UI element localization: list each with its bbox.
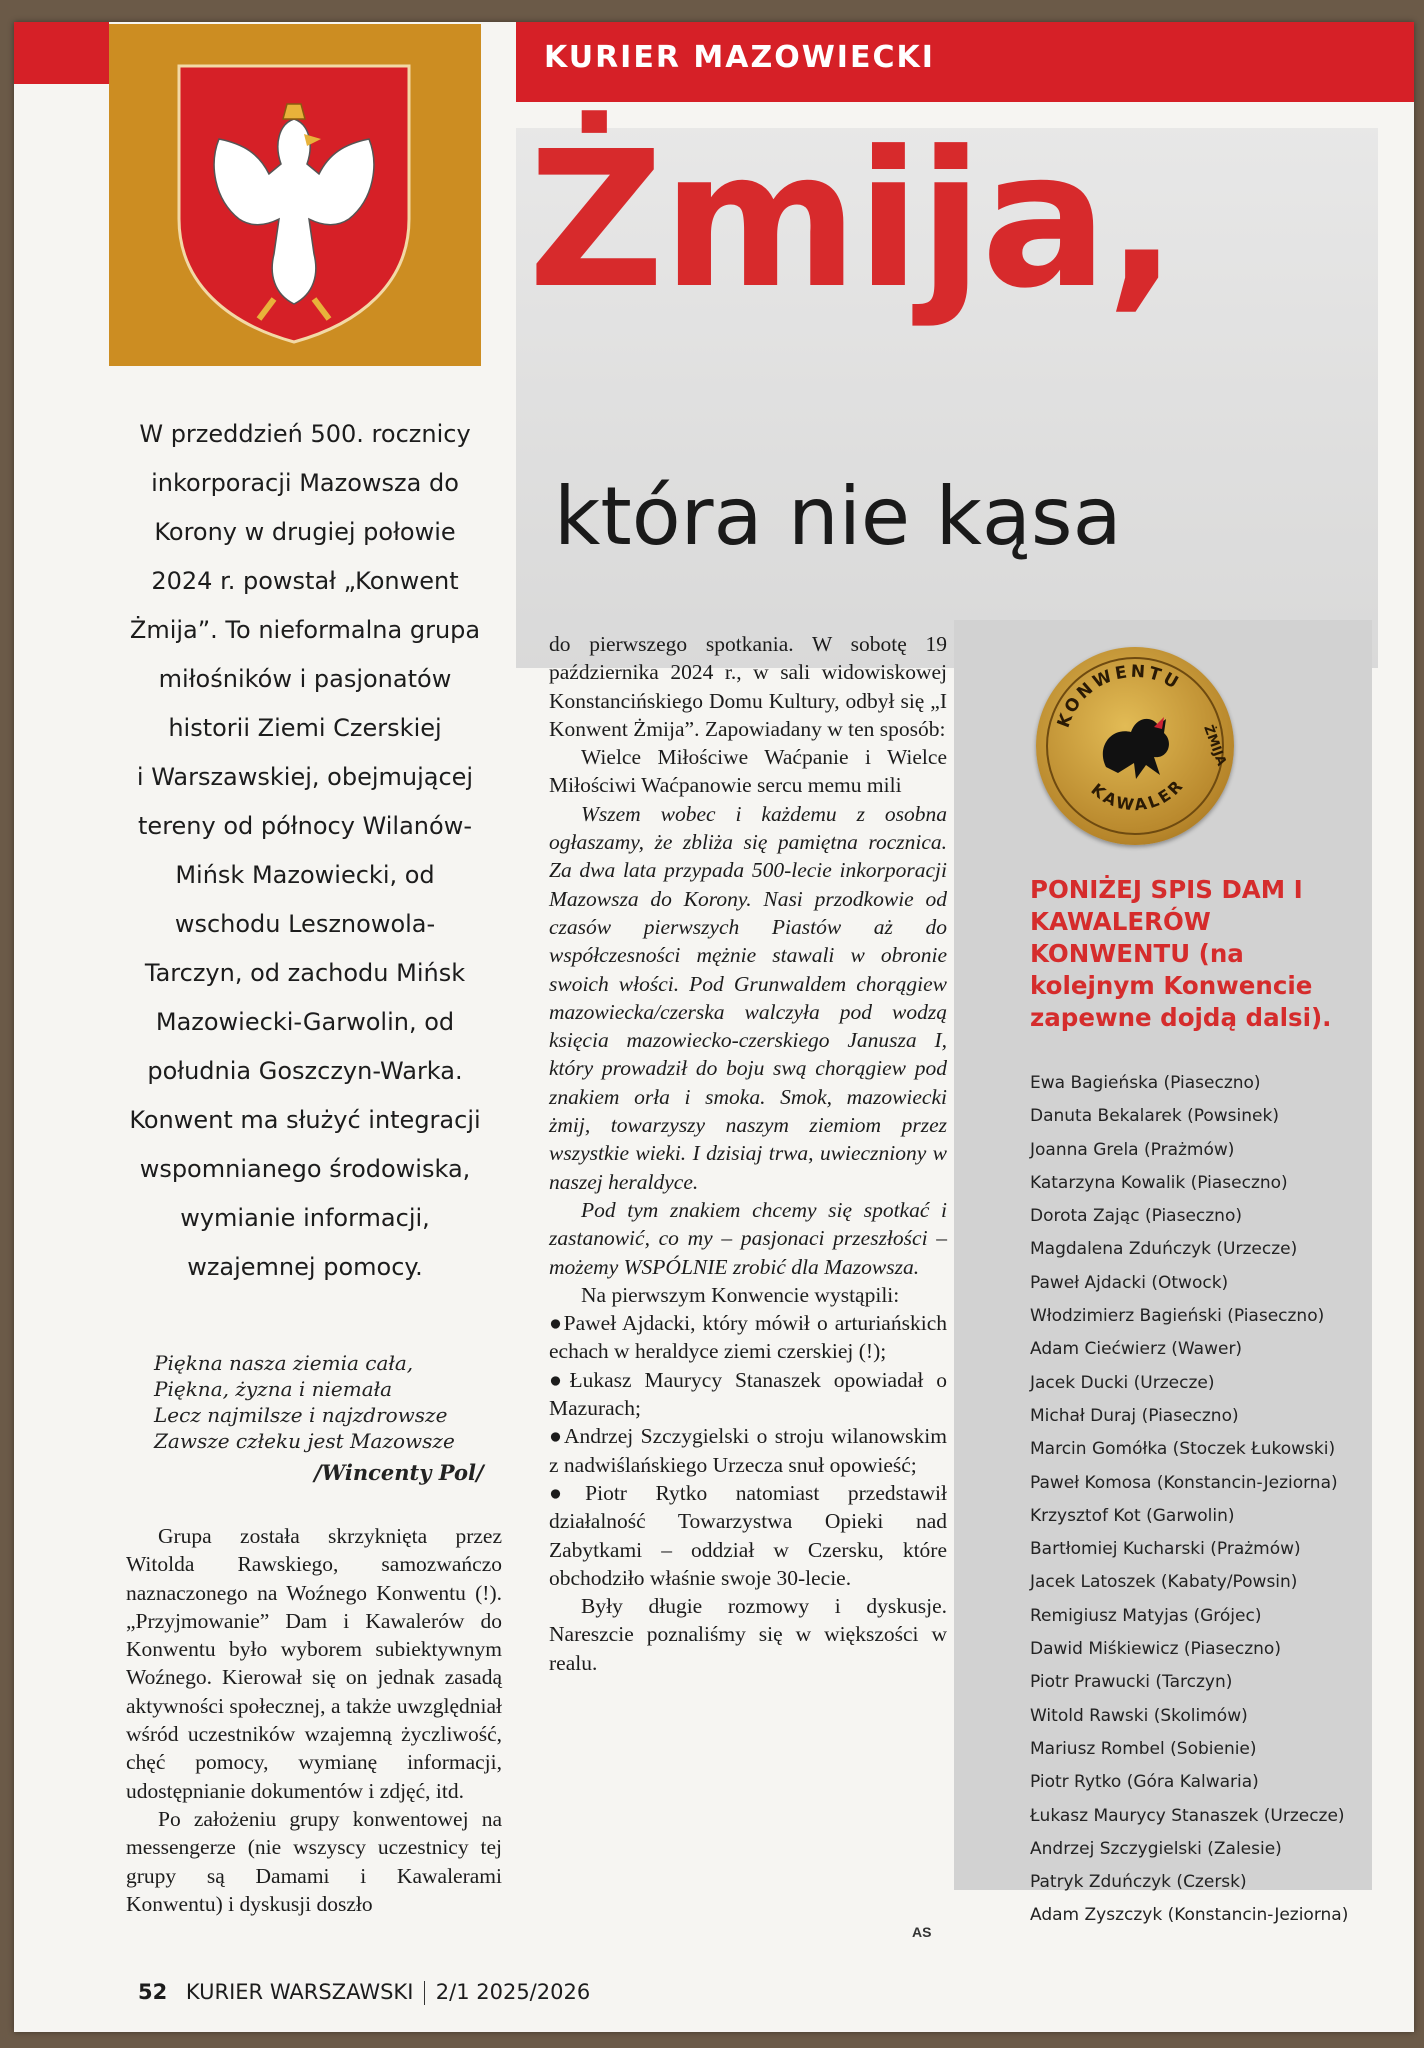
poem-author: /Wincenty Pol/	[314, 1460, 484, 1485]
dragon-medal-icon	[1036, 647, 1234, 845]
speaker-item: ● Paweł Ajdacki, który mówił o arturiańskich echach w heraldyce ziemi czerskiej (!);	[549, 1309, 947, 1366]
medal-bottom-text: KAWALER	[1087, 774, 1189, 815]
list-item: Paweł Ajdacki (Otwock)	[1030, 1272, 1229, 1293]
list-item: Remigiusz Matyjas (Grójec)	[1030, 1605, 1262, 1626]
footer-issue: 2/1 2025/2026	[435, 1980, 591, 2004]
paragraph: Grupa została skrzyknięta przez Witolda Rawskiego, samozwańczo naznaczonego na Woźnego Konwentu (!). „Przyjmowanie” Dam i Kawalerów do Konwentu było wyborem subiektywnym Woźnego. Kierował się on jednak zasadą aktywności społecznej, a także uwzględniał wśród uczestników wzajemną życzliwość, chęć pomocy, wymianę informacji, udostępnianie dokumentów i zdjęć, itd.	[126, 1524, 502, 1803]
speaker-item: ● Łukasz Maurycy Stanaszek opowiadał o Mazurach;	[549, 1366, 947, 1423]
list-item: Piotr Rytko (Góra Kalwaria)	[1030, 1772, 1259, 1793]
list-item: Danuta Bekalarek (Powsinek)	[1030, 1106, 1279, 1127]
body-column-2	[549, 630, 947, 1677]
list-item: Włodzimierz Bagieński (Piaseczno)	[1030, 1306, 1325, 1327]
sidebar-heading: PONIŻEJ SPIS DAM I KAWALERÓW KONWENTU (na kolejnym Konwencie zapewne dojdą dalsi).	[1030, 875, 1332, 1032]
eagle-crest-icon	[109, 24, 481, 366]
invitation-closing: Pod tym znakiem chcemy się spotkać i zastanowić, co my – pasjonaci przeszłości – możemy WSPÓLNIE zrobić dla Mazowsza.	[549, 1197, 947, 1279]
author-signature: AS	[912, 1924, 932, 1940]
body-column-1	[126, 1522, 502, 1918]
medal-right-text: ŻMIJA	[1200, 723, 1229, 768]
list-item: Patryk Zduńczyk (Czersk)	[1030, 1872, 1247, 1893]
article-title: Żmija,	[528, 111, 1176, 330]
invitation-text: Wszem wobec i każdemu z osobna ogłaszamy, że zbliża się pamiętna rocznica. Za dwa lata przypada 500-lecie inkorporacji Mazowsza do Korony. Nasi przodkowie od czasów pierwszych Piastów aż do współczesności mężnie stawali w obronie swoich włości. Pod Grunwaldem chorągiew mazowiecka/czerska walczyła pod wodzą księcia mazowiecko-czerskiego Janusza I, który prowadził do boju swą chorągiew pod znakiem orła i smoka. Smok, mazowiecki żmij, towarzyszy naszym ziemiom przez wszystkie wieki. I dzisiaj trwa, uwieczniony w naszej heraldyce.	[549, 801, 947, 1194]
magazine-header-title: KURIER MAZOWIECKI	[544, 40, 935, 75]
list-item: Adam Ciećwierz (Wawer)	[1030, 1339, 1243, 1360]
footer-divider	[424, 1981, 425, 2005]
speaker-item: ● Piotr Rytko natomiast przedstawił działalność Towarzystwa Opieki nad Zabytkami – oddział w Czersku, które obchodziło właśnie swoje 30-lecie.	[549, 1479, 947, 1592]
list-item: Witold Rawski (Skolimów)	[1030, 1705, 1248, 1726]
page-number: 52	[138, 1980, 168, 2004]
list-item: Łukasz Maurycy Stanaszek (Urzecze)	[1030, 1805, 1345, 1826]
medal-top-text: KONWENTU	[1053, 661, 1185, 731]
list-item: Krzysztof Kot (Garwolin)	[1030, 1505, 1235, 1526]
paragraph: Po założeniu grupy konwentowej na messengerze (nie wszyscy uczestnicy tej grupy są Damami i Kawalerami Konwentu) i dyskusji doszło	[126, 1806, 502, 1916]
list-item: Andrzej Szczygielski (Zalesie)	[1030, 1838, 1282, 1859]
list-item: Joanna Grela (Prażmów)	[1030, 1139, 1235, 1160]
list-item: Jacek Ducki (Urzecze)	[1030, 1372, 1215, 1393]
speaker-item: ● Andrzej Szczygielski o stroju wilanowskim z nadwiślańskiego Urzecza snuł opowieść;	[549, 1422, 947, 1479]
svg-text:KAWALER	[1087, 775, 1188, 815]
poem-quote: Piękna nasza ziemia cała, Piękna, żyzna i niemała Lecz najmilsze i najzdrowsze Zawsze człeku jest Mazowsze	[154, 1351, 455, 1453]
list-item: Mariusz Rombel (Sobienie)	[1030, 1738, 1257, 1759]
list-item: Dawid Miśkiewicz (Piaseczno)	[1030, 1639, 1281, 1660]
list-item: Dorota Zając (Piaseczno)	[1030, 1206, 1242, 1227]
list-item: Piotr Prawucki (Tarczyn)	[1030, 1672, 1233, 1693]
article-lead: W przeddzień 500. rocznicy inkorporacji Mazowsza do Korony w drugiej połowie 2024 r. powstał „Konwent Żmija”. To nieformalna grupa miłośników i pasjonatów historii Ziemi Czerskiej i Warszawskiej, obejmującej tereny od północy Wilanów- Mińsk Mazowiecki, od wschodu Lesznowola- Tarczyn, od zachodu Mińsk Mazowiecki-Garwolin, od południa Goszczyn-Warka. Konwent ma służyć integracji wspomnianego środowiska, wymianie informacji, wzajemnej pomocy.	[129, 420, 481, 1281]
list-item: Bartłomiej Kucharski (Prażmów)	[1030, 1539, 1301, 1560]
article-subtitle: która nie kąsa	[554, 470, 1122, 563]
members-list	[1030, 1067, 1370, 1933]
list-item: Magdalena Zduńczyk (Urzecze)	[1030, 1239, 1298, 1260]
paragraph: do pierwszego spotkania. W sobotę 19 października 2024 r., w sali widowiskowej Konstancińskiego Domu Kultury, odbył się „I Konwent Żmija”. Zapowiadany w ten sposób:	[549, 632, 947, 741]
list-item: Michał Duraj (Piaseczno)	[1030, 1405, 1239, 1426]
page-footer	[138, 1980, 590, 2005]
list-item: Adam Zyszczyk (Konstancin-Jeziorna)	[1030, 1905, 1349, 1926]
magazine-page	[14, 22, 1414, 2032]
list-item: Katarzyna Kowalik (Piaseczno)	[1030, 1172, 1288, 1193]
list-item: Paweł Komosa (Konstancin-Jeziorna)	[1030, 1472, 1338, 1493]
list-item: Ewa Bagieńska (Piaseczno)	[1030, 1073, 1261, 1093]
header-bar-left	[14, 22, 109, 84]
coat-of-arms-panel	[109, 24, 481, 366]
footer-magazine: KURIER WARSZAWSKI	[185, 1980, 414, 2004]
list-item: Marcin Gomółka (Stoczek Łukowski)	[1030, 1439, 1336, 1460]
invitation-greeting: Wielce Miłościwe Waćpanie i Wielce Miłościwi Waćpanowie sercu memu mili	[549, 745, 947, 798]
list-item: Jacek Latoszek (Kabaty/Powsin)	[1030, 1572, 1298, 1593]
paragraph: Na pierwszym Konwencie wystąpili:	[581, 1282, 900, 1307]
paragraph: Były długie rozmowy i dyskusje. Nareszcie poznaliśmy się w większości w realu.	[549, 1594, 947, 1675]
